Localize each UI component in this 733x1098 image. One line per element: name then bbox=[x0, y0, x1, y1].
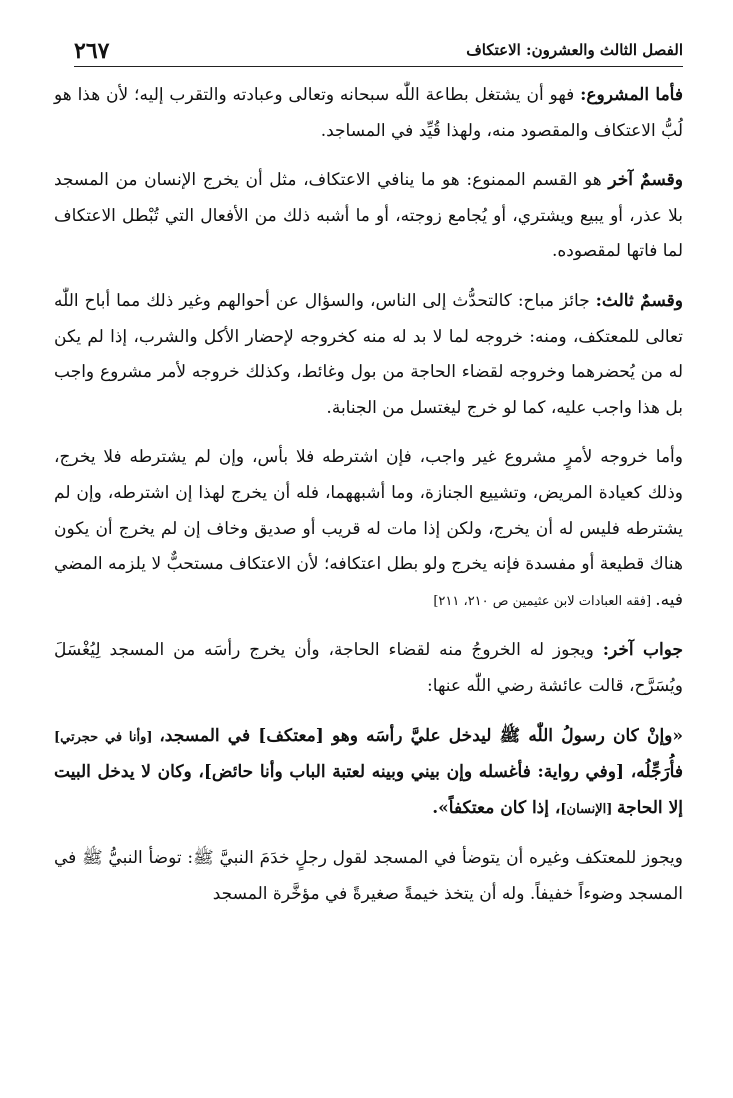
paragraph-another-answer bbox=[54, 633, 683, 704]
paragraph-text: ويجوز للمعتكف وغيره أن يتوضأ في المسجد لقول رجلٍ خدَمَ النبيَّ ﷺ: توضأ النبيُّ ﷺ في المسجد وضوءاً خفيفاً. وله أن يتخذ خيمةً صغيرةً في مؤخَّرة المسجد bbox=[54, 848, 683, 904]
page-body bbox=[54, 78, 683, 912]
quote-text: فأُرَجِّلُه، [وفي رواية: فأغسله وإن بيني وبينه لعتبة الباب وأنا حائض]، وكان لا يدخل البيت إلا الحاجة bbox=[54, 762, 683, 818]
quote-text: «وإنْ كان رسولُ اللّٰه ﷺ ليدخل عليَّ رأسَه وهو [معتكف] في المسجد، bbox=[159, 725, 684, 746]
paragraph-ablution bbox=[54, 841, 683, 912]
paragraph-forbidden bbox=[54, 163, 683, 270]
page-header bbox=[74, 30, 683, 67]
quote-text: ، إذا كان معتكفاً». bbox=[432, 797, 561, 818]
paragraph-lead: وقسمٌ آخر bbox=[608, 170, 683, 191]
paragraph-lead: فأما المشروع: bbox=[580, 85, 683, 105]
paragraph-lead: جواب آخر: bbox=[602, 640, 683, 661]
paragraph-going-out bbox=[54, 440, 683, 619]
paragraph-permitted bbox=[54, 78, 683, 149]
paragraph-text: وأما خروجه لأمرٍ مشروع غير واجب، فإن اشترطه فلا بأس، وإن لم يشترطه فلا يخرج، وذلك كعيادة المريض، وتشييع الجنازة، وما أشبههما، فله أن يخرج لهذا إن اشترطه، وإن لم يشترطه فليس له أن يخرج، ولكن إذا مات له قريب أو صديق وخاف إن لم يخرج أن يكون هناك قطيعة أو مفسدة فإنه يخرج ولو بطل اعتكافه؛ لأن الاعتكاف مستحبٌّ لا يلزمه المضي فيه. bbox=[54, 447, 683, 610]
paragraph-text: فهو أن يشتغل بطاعة اللّٰه سبحانه وتعالى وعبادته والتقرب إليه؛ لأن هذا هو لُبُّ الاعتكاف والمقصود منه، ولهذا قُيِّد في المساجد. bbox=[54, 85, 683, 141]
source-reference: [فقه العبادات لابن عثيمين ص ٢١٠، ٢١١] bbox=[433, 593, 656, 609]
paragraph-text: ويجوز له الخروجُ منه لقضاء الحاجة، وأن يخرج رأسَه من المسجد لِيُغْسَلَ ويُسَرَّح، قالت عائشة رضي اللّٰه عنها: bbox=[54, 640, 683, 696]
paragraph-text: جائز مباح: كالتحدُّث إلى الناس، والسؤال عن أحوالهم وغير ذلك مما أباح اللّٰه تعالى للمعتكف، ومنه: خروجه لما لا بد له منه كخروجه لإحضار الأكل والشرب، إذا لم يكن له من يُحضرهما وخروجه لقضاء الحاجة من بول وغائط، وكذلك خروجه لأمر مشروع واجب بل هذا واجب عليه، كما لو خرج ليغتسل من الجنابة. bbox=[54, 290, 683, 418]
quote-note: [وأنا في حجرتي] bbox=[54, 729, 160, 745]
hadith-quote bbox=[54, 719, 683, 828]
paragraph-allowed bbox=[54, 284, 683, 426]
paragraph-text: هو القسم الممنوع: هو ما ينافي الاعتكاف، مثل أن يخرج الإنسان من المسجد بلا عذر، أو يبيع ويشتري، أو يُجامع زوجته، أو ما أشبه ذلك من الأفعال التي تُبْطل الاعتكاف لما فاتها لمقصوده. bbox=[54, 170, 683, 262]
quote-note: [الإنسان] bbox=[560, 801, 617, 817]
paragraph-lead: وقسمٌ ثالث: bbox=[595, 290, 683, 311]
running-head: الفصل الثالث والعشرون: الاعتكاف bbox=[466, 41, 683, 59]
page-number: ٢٦٧ bbox=[74, 38, 110, 64]
